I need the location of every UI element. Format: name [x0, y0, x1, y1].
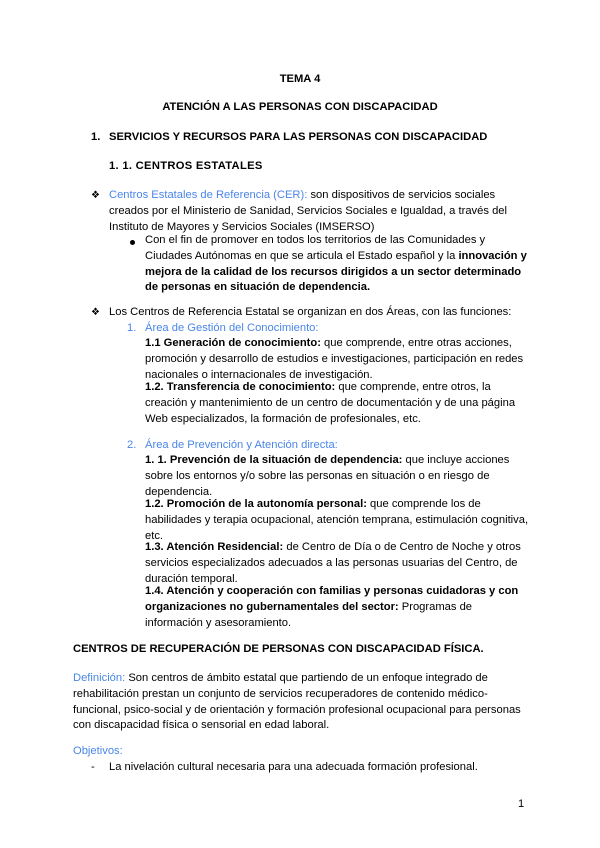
area2-item-3-text: de Centro de Día o de Centro de Noche y otros servicios especializados adecuados a las personas usuarias del Centro, de duración temporal.: [145, 541, 521, 585]
area2-item-3: [145, 540, 530, 587]
definicion-label: Definición:: [73, 672, 126, 684]
page-number: 1: [518, 798, 525, 810]
area2-item-1-bold: 1. 1. Prevención de la situación de dependencia:: [145, 454, 403, 466]
cer-bullet-plain: Con el fin de promover en todos los territorios de las Comunidades y Ciudades Autónomas en que se articula el Estado español y la: [145, 234, 486, 262]
area1-number: 1.: [127, 322, 137, 334]
diamond-bullet-icon: ❖: [91, 307, 100, 318]
definicion-paragraph: [73, 671, 533, 734]
area1-item-2-text: que comprende, entre otros, la creación y mantenimiento de un centro de documentación y de una página Web especializados, la formación de profesionales, etc.: [145, 381, 516, 425]
area2-title: Área de Prevención y Atención directa:: [145, 439, 338, 451]
cer-paragraph: [109, 188, 529, 235]
area2-item-4-text: Programas de información y asesoramiento.: [145, 600, 473, 629]
objetivos-label: Objetivos:: [73, 745, 123, 757]
area1-item-1-text: que comprende, entre otras acciones, promoción y desarrollo de estudios e investigaciones, participación en redes nacionales o internacionales de investigación.: [145, 337, 524, 381]
document-title: ATENCIÓN A LAS PERSONAS CON DISCAPACIDAD: [162, 101, 438, 113]
round-bullet-icon: [130, 240, 135, 245]
area1-item-1: [145, 336, 530, 383]
subsection-heading: 1. 1. CENTROS ESTATALES: [109, 160, 263, 172]
area1-item-1-bold: 1.1 Generación de conocimiento:: [145, 337, 321, 349]
area1-item-2-bold: 1.2. Transferencia de conocimiento:: [145, 381, 336, 393]
cer-bullet-bold: innovación y mejora de la calidad de los recursos dirigidos a un sector determinado de personas en situación de dependencia.: [145, 249, 527, 294]
area2-item-1: [145, 453, 530, 500]
area1-title: Área de Gestión del Conocimiento:: [145, 322, 319, 334]
area2-number: 2.: [127, 439, 137, 451]
area2-item-3-bold: 1.3. Atención Residencial:: [145, 541, 284, 553]
area2-item-1-text: que incluye acciones sobre los entornos y/o sobre las personas en situación o en riesgo de dependencia.: [145, 454, 510, 498]
areas-intro: Los Centros de Referencia Estatal se organizan en dos Áreas, con las funciones:: [109, 306, 512, 318]
cer-bullet-text: [145, 233, 530, 296]
section-heading: SERVICIOS Y RECURSOS PARA LAS PERSONAS CON DISCAPACIDAD: [109, 131, 488, 143]
area1-item-2: [145, 380, 530, 427]
area2-item-2: [145, 497, 530, 544]
area2-item-2-bold: 1.2. Promoción de la autonomía personal:: [145, 498, 367, 510]
area2-item-4: [145, 584, 530, 631]
area2-item-2-text: que comprende los de habilidades y terapia ocupacional, atención temprana, estimulación cognitiva, etc.: [145, 498, 529, 542]
diamond-bullet-icon: ❖: [91, 190, 100, 201]
cer-term: Centros Estatales de Referencia (CER):: [109, 189, 308, 201]
objetivo-item: La nivelación cultural necesaria para una adecuada formación profesional.: [109, 761, 478, 773]
section-number: 1.: [91, 131, 101, 143]
dash-bullet-icon: -: [91, 761, 95, 773]
tema-label: TEMA 4: [279, 73, 321, 85]
recuperacion-heading: CENTROS DE RECUPERACIÓN DE PERSONAS CON DISCAPACIDAD FÍSICA.: [73, 643, 484, 655]
cer-definition: son dispositivos de servicios sociales creados por el Ministerio de Sanidad, Servicios Sociales e Igualdad, a través del Instituto de Mayores y Servicios Sociales (IMSERSO): [109, 189, 507, 233]
definicion-text: Son centros de ámbito estatal que partiendo de un enfoque integrado de rehabilitación prestan un conjunto de servicios recuperadores de contenido médico-funcional, psico-social y de orientación y formación profesional ocupacional para personas con discapacidad física o sensorial en edad laboral.: [73, 672, 521, 732]
area2-item-4-bold: 1.4. Atención y cooperación con familias y personas cuidadoras y con organizaciones no gubernamentales del sector:: [145, 585, 519, 613]
